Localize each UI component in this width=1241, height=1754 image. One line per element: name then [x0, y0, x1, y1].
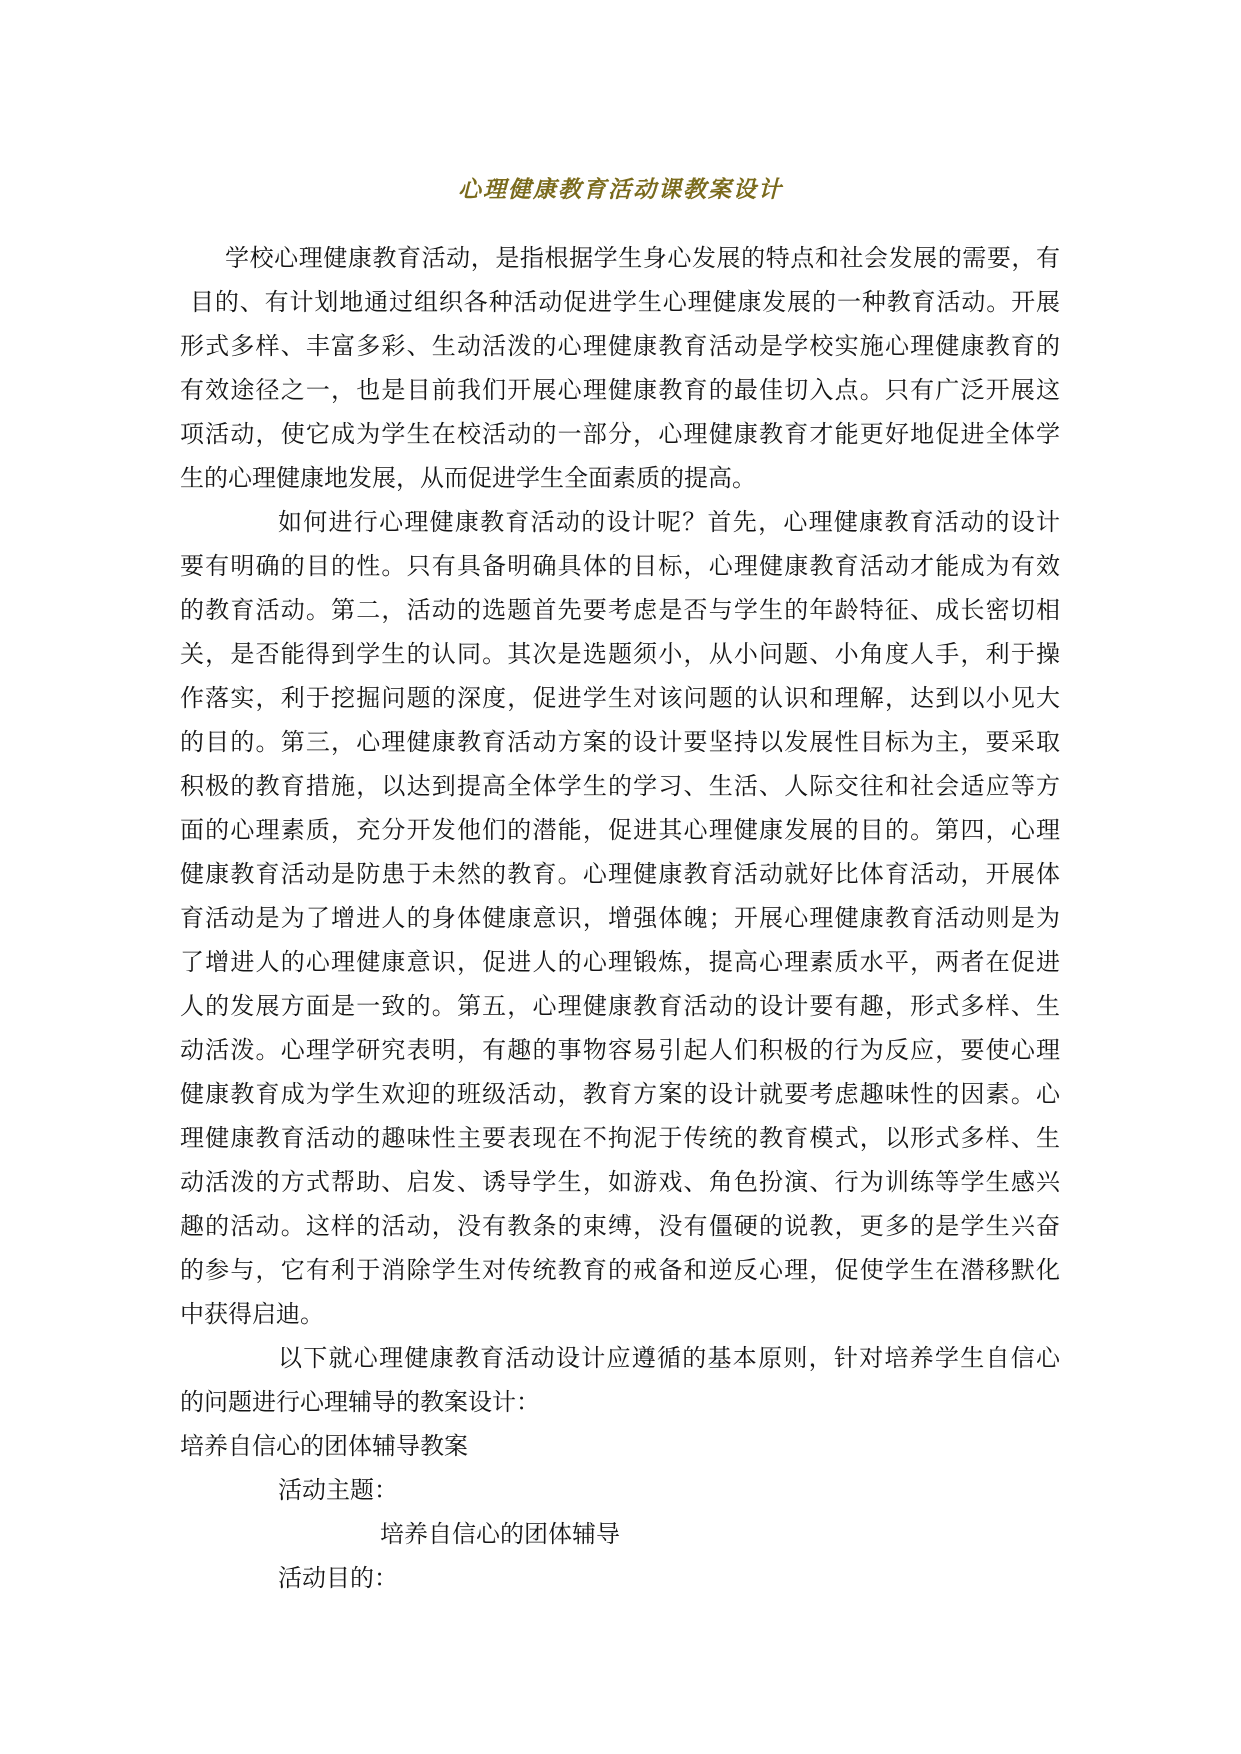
- paragraph-line: 的问题进行心理辅导的教案设计：: [180, 1388, 540, 1416]
- paragraph-line: 健康教育成为学生欢迎的班级活动，教育方案的设计就要考虑趣味性的因素。心: [180, 1080, 1060, 1108]
- paragraph-line: 作落实，利于挖掘问题的深度，促进学生对该问题的认识和理解，达到以小见大: [180, 684, 1060, 712]
- paragraph-line: 了增进人的心理健康意识，促进人的心理锻炼，提高心理素质水平，两者在促进: [180, 948, 1060, 976]
- paragraph-line: 趣的活动。这样的活动，没有教条的束缚，没有僵硬的说教，更多的是学生兴奋: [180, 1212, 1060, 1240]
- paragraph-line: 的目的。第三，心理健康教育活动方案的设计要坚持以发展性目标为主，要采取: [180, 728, 1060, 756]
- paragraph-line: 人的发展方面是一致的。第五，心理健康教育活动的设计要有趣，形式多样、生: [180, 992, 1060, 1020]
- paragraph-line: 动活泼的方式帮助、启发、诱导学生，如游戏、角色扮演、行为训练等学生感兴: [180, 1168, 1060, 1196]
- paragraph-line: 面的心理素质，充分开发他们的潜能，促进其心理健康发展的目的。第四，心理: [180, 816, 1060, 844]
- document-title: 心理健康教育活动课教案设计: [458, 176, 783, 203]
- theme-value: 培养自信心的团体辅导: [380, 1520, 620, 1548]
- paragraph-line: 关，是否能得到学生的认同。其次是选题须小，从小问题、小角度人手，利于操: [180, 640, 1060, 668]
- paragraph-line: 生的心理健康地发展，从而促进学生全面素质的提高。: [180, 464, 756, 492]
- paragraph-line: 的教育活动。第二，活动的选题首先要考虑是否与学生的年龄特征、成长密切相: [180, 596, 1060, 624]
- theme-label: 活动主题：: [278, 1476, 398, 1504]
- goal-label: 活动目的：: [278, 1564, 398, 1592]
- paragraph-line: 理健康教育活动的趣味性主要表现在不拘泥于传统的教育模式，以形式多样、生: [180, 1124, 1060, 1152]
- paragraph-line: 积极的教育措施，以达到提高全体学生的学习、生活、人际交往和社会适应等方: [180, 772, 1060, 800]
- paragraph-line: 形式多样、丰富多彩、生动活泼的心理健康教育活动是学校实施心理健康教育的: [180, 332, 1060, 360]
- paragraph-line: 要有明确的目的性。只有具备明确具体的目标，心理健康教育活动才能成为有效: [180, 552, 1060, 580]
- paragraph-line: 学校心理健康教育活动，是指根据学生身心发展的特点和社会发展的需要，有: [225, 244, 1060, 272]
- document-body: [180, 236, 1060, 1600]
- paragraph-line: 目的、有计划地通过组织各种活动促进学生心理健康发展的一种教育活动。开展: [190, 288, 1060, 316]
- paragraph-line: 的参与，它有利于消除学生对传统教育的戒备和逆反心理，促使学生在潜移默化: [180, 1256, 1060, 1284]
- plan-title: 培养自信心的团体辅导教案: [180, 1432, 468, 1460]
- paragraph-line: 动活泼。心理学研究表明，有趣的事物容易引起人们积极的行为反应，要使心理: [180, 1036, 1060, 1064]
- paragraph-line: 如何进行心理健康教育活动的设计呢？首先，心理健康教育活动的设计: [278, 508, 1060, 536]
- paragraph-line: 项活动，使它成为学生在校活动的一部分，心理健康教育才能更好地促进全体学: [180, 420, 1060, 448]
- paragraph-line: 中获得启迪。: [180, 1300, 324, 1328]
- paragraph-line: 健康教育活动是防患于未然的教育。心理健康教育活动就好比体育活动，开展体: [180, 860, 1060, 888]
- paragraph-line: 以下就心理健康教育活动设计应遵循的基本原则，针对培养学生自信心: [278, 1344, 1060, 1372]
- paragraph-line: 有效途径之一，也是目前我们开展心理健康教育的最佳切入点。只有广泛开展这: [180, 376, 1060, 404]
- paragraph-line: 育活动是为了增进人的身体健康意识，增强体魄；开展心理健康教育活动则是为: [180, 904, 1060, 932]
